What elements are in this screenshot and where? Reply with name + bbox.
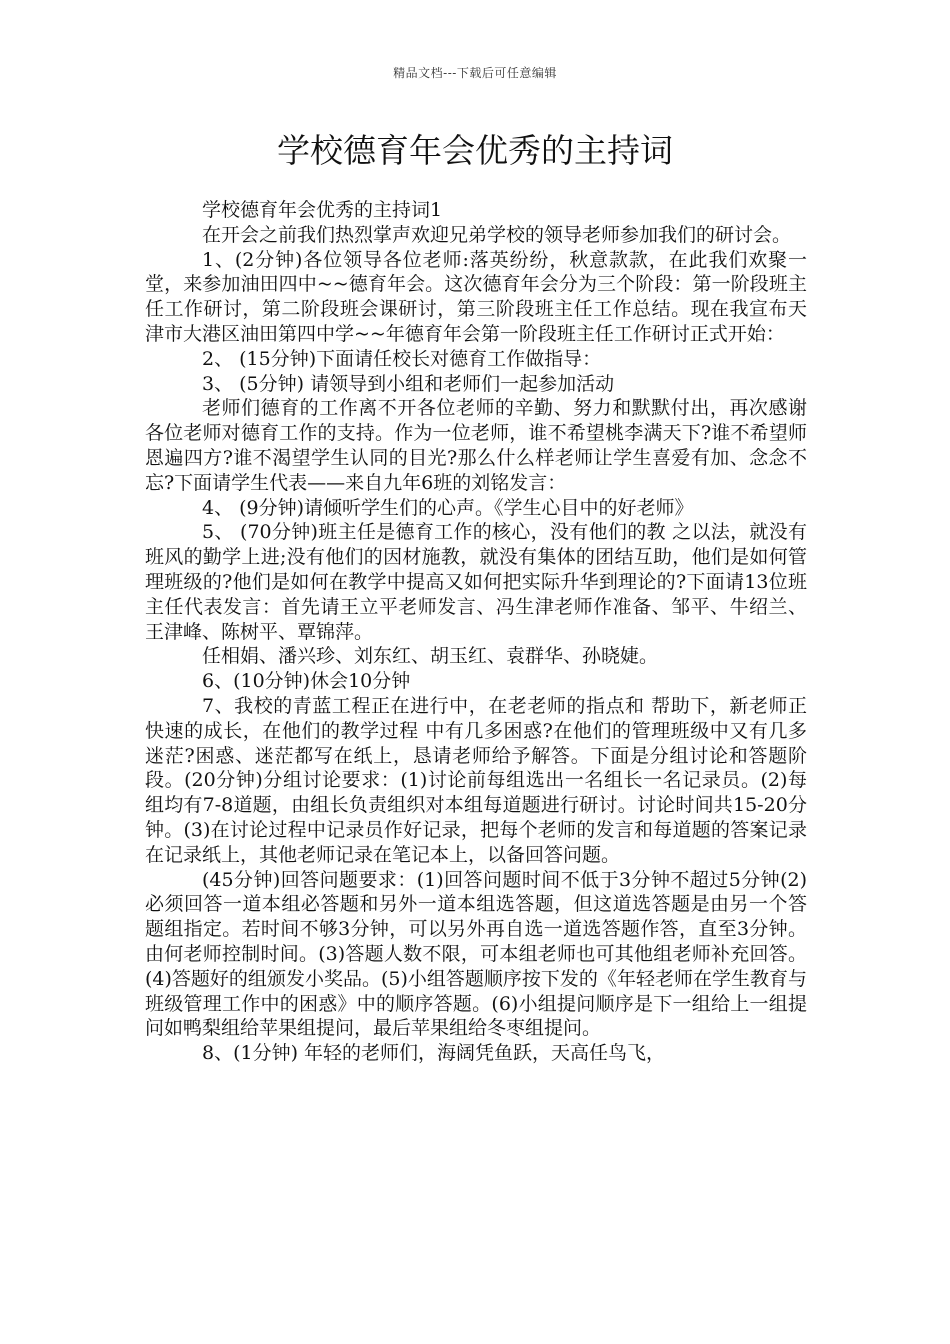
paragraph: 4、 (9分钟)请倾听学生们的心声。《学生心目中的好老师》 (202, 496, 694, 519)
paragraph: 2、 (15分钟)下面请任校长对德育工作做指导： (202, 347, 602, 370)
paragraph: 5、 (70分钟)班主任是德育工作的核心，没有他们的教 之以法，就没有班风的勤学上进;没有他们的因材施教，就没有集体的团结互助，他们是如何管理班级的?他们是如何在教学中提高又如何把实际升华到理论的?下面请13位班主任代表发言：首先请王立平老师发言、冯生津老师作准备、邹平、牛绍兰、王津峰、陈树平、覃锦萍。 (145, 521, 807, 643)
paragraph: 任相娟、潘兴珍、刘东红、胡玉红、袁群华、孙晓婕。 (202, 645, 659, 668)
paragraph: 6、(10分钟)休会10分钟 (202, 670, 411, 693)
document-body (145, 198, 807, 1066)
paragraph: 7、我校的青蓝工程正在进行中，在老老师的指点和 帮助下，新老师正快速的成长，在他们的教学过程 中有几多困惑?在他们的管理班级中又有几多迷茫?困惑、迷茫都写在纸上，恳请老师给予解答。下面是分组讨论和答题阶段。(20分钟)分组讨论要求：(1)讨论前每组选出一名组长一名记录员。(2)每组均有7-8道题，由组长负责组织对本组每道题进行研讨。讨论时间共15-20分钟。(3)在讨论过程中记录员作好记录，把每个老师的发言和每道题的答案记录在记录纸上，其他老师记录在笔记本上，以备回答问题。 (145, 694, 807, 866)
paragraph: 老师们德育的工作离不开各位老师的辛勤、努力和默默付出，再次感谢各位老师对德育工作的支持。作为一位老师，谁不希望桃李满天下?谁不希望师恩遍四方?谁不渴望学生认同的目光?那么什么样老师让学生喜爱有加、念念不忘?下面请学生代表——来自九年6班的刘铭发言： (145, 397, 807, 494)
paragraph-subtitle: 学校德育年会优秀的主持词1 (202, 199, 443, 221)
paragraph: 在开会之前我们热烈掌声欢迎兄弟学校的领导老师参加我们的研讨会。 (202, 223, 792, 246)
document-title: 学校德育年会优秀的主持词 (277, 131, 673, 170)
paragraph: 1、(2分钟)各位领导各位老师:落英纷纷，秋意款款，在此我们欢聚一堂，来参加油田四中~~德育年会。这次德育年会分为三个阶段：第一阶段班主任工作研讨，第二阶段班会课研讨，第三阶段班主任工作总结。现在我宣布天津市大港区油田第四中学~~年德育年会第一阶段班主任工作研讨正式开始： (145, 248, 807, 345)
header-note: 精品文档---下载后可任意编辑 (393, 66, 557, 80)
paragraph: 3、 (5分钟) 请领导到小组和老师们一起参加活动 (202, 372, 615, 395)
paragraph: (45分钟)回答问题要求：(1)回答问题时间不低于3分钟不超过5分钟(2)必须回答一道本组必答题和另外一道本组选答题，但这道选答题是由另一个答题组指定。若时间不够3分钟，可以另外再自选一道选答题作答，直至3分钟。由何老师控制时间。(3)答题人数不限，可本组老师也可其他组老师补充回答。(4)答题好的组颁发小奖品。(5)小组答题顺序按下发的《年轻老师在学生教育与班级管理工作中的困惑》中的顺序答题。(6)小组提问顺序是下一组给上一组提问如鸭梨组给苹果组提问，最后苹果组给冬枣组提问。 (145, 868, 807, 1040)
paragraph: 8、(1分钟) 年轻的老师们，海阔凭鱼跃，天高任鸟飞， (202, 1042, 666, 1065)
